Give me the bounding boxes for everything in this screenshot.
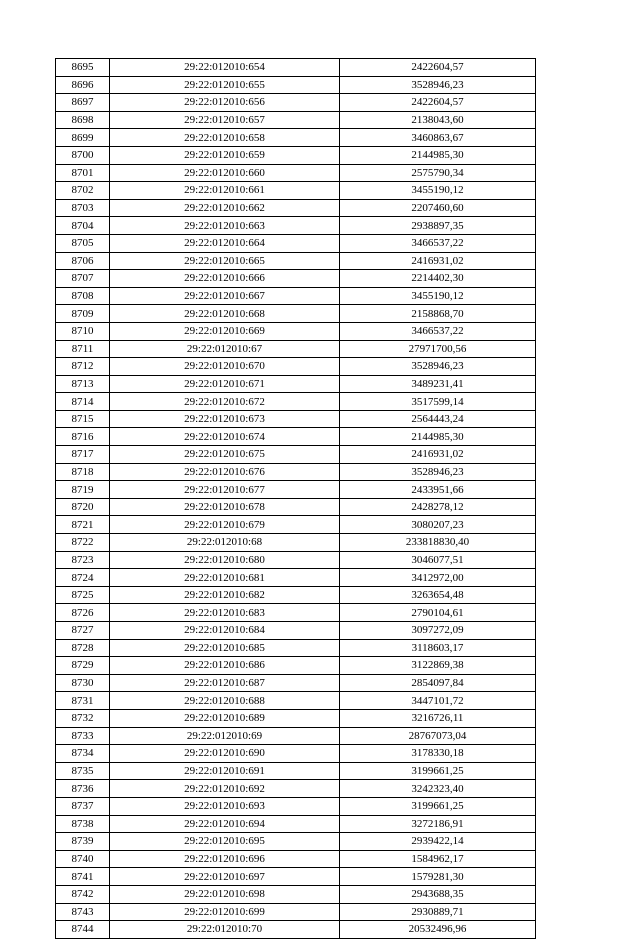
row-number-cell: 8734 [56,745,110,763]
value-cell: 2138043,60 [340,111,536,129]
cadastral-number-cell: 29:22:012010:684 [110,622,340,640]
value-cell: 3466537,22 [340,322,536,340]
value-cell: 3528946,23 [340,76,536,94]
cadastral-number-cell: 29:22:012010:70 [110,921,340,939]
table-row [56,59,536,77]
table-row [56,446,536,464]
table-body [56,59,536,939]
value-cell: 2422604,57 [340,59,536,77]
row-number-cell: 8714 [56,393,110,411]
table-row [56,287,536,305]
cadastral-number-cell: 29:22:012010:654 [110,59,340,77]
cadastral-number-cell: 29:22:012010:678 [110,498,340,516]
cadastral-number-cell: 29:22:012010:668 [110,305,340,323]
value-cell: 2943688,35 [340,885,536,903]
row-number-cell: 8712 [56,358,110,376]
row-number-cell: 8705 [56,234,110,252]
value-cell: 3216726,11 [340,709,536,727]
value-cell: 3199661,25 [340,762,536,780]
cadastral-number-cell: 29:22:012010:680 [110,551,340,569]
cadastral-number-cell: 29:22:012010:660 [110,164,340,182]
row-number-cell: 8744 [56,921,110,939]
cadastral-number-cell: 29:22:012010:672 [110,393,340,411]
value-cell: 3178330,18 [340,745,536,763]
table-row [56,340,536,358]
value-cell: 3122869,38 [340,657,536,675]
row-number-cell: 8722 [56,534,110,552]
table-row [56,498,536,516]
cadastral-number-cell: 29:22:012010:683 [110,604,340,622]
cadastral-number-cell: 29:22:012010:693 [110,797,340,815]
row-number-cell: 8729 [56,657,110,675]
cadastral-number-cell: 29:22:012010:695 [110,833,340,851]
value-cell: 2575790,34 [340,164,536,182]
table-row [56,199,536,217]
value-cell: 2939422,14 [340,833,536,851]
value-cell: 3080207,23 [340,516,536,534]
table-row [56,410,536,428]
value-cell: 3412972,00 [340,569,536,587]
row-number-cell: 8717 [56,446,110,464]
row-number-cell: 8706 [56,252,110,270]
row-number-cell: 8710 [56,322,110,340]
row-number-cell: 8716 [56,428,110,446]
row-number-cell: 8696 [56,76,110,94]
row-number-cell: 8703 [56,199,110,217]
value-cell: 3447101,72 [340,692,536,710]
table-row [56,146,536,164]
table-row [56,305,536,323]
row-number-cell: 8701 [56,164,110,182]
cadastral-number-cell: 29:22:012010:690 [110,745,340,763]
table-row [56,551,536,569]
cadastral-number-cell: 29:22:012010:665 [110,252,340,270]
row-number-cell: 8697 [56,94,110,112]
row-number-cell: 8709 [56,305,110,323]
cadastral-number-cell: 29:22:012010:662 [110,199,340,217]
cadastral-number-cell: 29:22:012010:685 [110,639,340,657]
cadastral-number-cell: 29:22:012010:673 [110,410,340,428]
row-number-cell: 8719 [56,481,110,499]
table-row [56,797,536,815]
cadastral-number-cell: 29:22:012010:674 [110,428,340,446]
row-number-cell: 8713 [56,375,110,393]
table-row [56,815,536,833]
cadastral-number-cell: 29:22:012010:676 [110,463,340,481]
table-row [56,481,536,499]
value-cell: 2416931,02 [340,252,536,270]
value-cell: 2564443,24 [340,410,536,428]
table-row [56,674,536,692]
value-cell: 3489231,41 [340,375,536,393]
cadastral-number-cell: 29:22:012010:697 [110,868,340,886]
value-cell: 3097272,09 [340,622,536,640]
table-row [56,358,536,376]
value-cell: 3455190,12 [340,287,536,305]
row-number-cell: 8727 [56,622,110,640]
cadastral-number-cell: 29:22:012010:677 [110,481,340,499]
row-number-cell: 8711 [56,340,110,358]
row-number-cell: 8708 [56,287,110,305]
value-cell: 2938897,35 [340,217,536,235]
value-cell: 1579281,30 [340,868,536,886]
value-cell: 233818830,40 [340,534,536,552]
cadastral-number-cell: 29:22:012010:663 [110,217,340,235]
value-cell: 2214402,30 [340,270,536,288]
table-row [56,762,536,780]
value-cell: 3466537,22 [340,234,536,252]
row-number-cell: 8741 [56,868,110,886]
row-number-cell: 8699 [56,129,110,147]
row-number-cell: 8731 [56,692,110,710]
value-cell: 20532496,96 [340,921,536,939]
table-row [56,850,536,868]
table-row [56,375,536,393]
row-number-cell: 8725 [56,586,110,604]
value-cell: 3460863,67 [340,129,536,147]
value-cell: 3118603,17 [340,639,536,657]
value-cell: 3455190,12 [340,182,536,200]
value-cell: 2144985,30 [340,146,536,164]
table-row [56,234,536,252]
value-cell: 3272186,91 [340,815,536,833]
cadastral-number-cell: 29:22:012010:669 [110,322,340,340]
table-row [56,622,536,640]
row-number-cell: 8707 [56,270,110,288]
table-row [56,569,536,587]
row-number-cell: 8724 [56,569,110,587]
cadastral-number-cell: 29:22:012010:67 [110,340,340,358]
row-number-cell: 8743 [56,903,110,921]
value-cell: 3528946,23 [340,463,536,481]
cadastral-number-cell: 29:22:012010:658 [110,129,340,147]
cadastral-number-cell: 29:22:012010:681 [110,569,340,587]
table-row [56,182,536,200]
cadastral-number-cell: 29:22:012010:689 [110,709,340,727]
cadastral-number-cell: 29:22:012010:667 [110,287,340,305]
table-row [56,709,536,727]
cadastral-number-cell: 29:22:012010:691 [110,762,340,780]
value-cell: 3263654,48 [340,586,536,604]
cadastral-number-cell: 29:22:012010:657 [110,111,340,129]
cadastral-number-cell: 29:22:012010:696 [110,850,340,868]
value-cell: 2144985,30 [340,428,536,446]
table-row [56,111,536,129]
table-row [56,692,536,710]
value-cell: 3517599,14 [340,393,536,411]
table-row [56,516,536,534]
row-number-cell: 8728 [56,639,110,657]
table-row [56,129,536,147]
row-number-cell: 8700 [56,146,110,164]
row-number-cell: 8721 [56,516,110,534]
cadastral-number-cell: 29:22:012010:671 [110,375,340,393]
row-number-cell: 8742 [56,885,110,903]
cadastral-number-cell: 29:22:012010:692 [110,780,340,798]
table-row [56,252,536,270]
row-number-cell: 8735 [56,762,110,780]
row-number-cell: 8726 [56,604,110,622]
value-cell: 2930889,71 [340,903,536,921]
table-row [56,94,536,112]
value-cell: 27971700,56 [340,340,536,358]
value-cell: 3199661,25 [340,797,536,815]
cadastral-number-cell: 29:22:012010:694 [110,815,340,833]
table-row [56,921,536,939]
cadastral-number-cell: 29:22:012010:69 [110,727,340,745]
cadastral-number-cell: 29:22:012010:655 [110,76,340,94]
value-cell: 2422604,57 [340,94,536,112]
row-number-cell: 8733 [56,727,110,745]
table-row [56,393,536,411]
cadastral-number-cell: 29:22:012010:675 [110,446,340,464]
table-row [56,534,536,552]
row-number-cell: 8730 [56,674,110,692]
value-cell: 3242323,40 [340,780,536,798]
row-number-cell: 8720 [56,498,110,516]
row-number-cell: 8704 [56,217,110,235]
cadastral-number-cell: 29:22:012010:687 [110,674,340,692]
table-row [56,270,536,288]
value-cell: 2433951,66 [340,481,536,499]
cadastral-number-cell: 29:22:012010:656 [110,94,340,112]
table-row [56,164,536,182]
table-row [56,727,536,745]
table-row [56,463,536,481]
row-number-cell: 8737 [56,797,110,815]
table-row [56,322,536,340]
table-row [56,604,536,622]
value-cell: 1584962,17 [340,850,536,868]
cadastral-number-cell: 29:22:012010:682 [110,586,340,604]
value-cell: 2158868,70 [340,305,536,323]
table-row [56,833,536,851]
row-number-cell: 8698 [56,111,110,129]
table-row [56,657,536,675]
table-row [56,885,536,903]
cadastral-value-table [55,58,536,939]
cadastral-number-cell: 29:22:012010:661 [110,182,340,200]
row-number-cell: 8695 [56,59,110,77]
table-row [56,639,536,657]
table-row [56,745,536,763]
table-row [56,76,536,94]
row-number-cell: 8718 [56,463,110,481]
cadastral-number-cell: 29:22:012010:679 [110,516,340,534]
row-number-cell: 8732 [56,709,110,727]
row-number-cell: 8739 [56,833,110,851]
cadastral-number-cell: 29:22:012010:686 [110,657,340,675]
table-row [56,217,536,235]
cadastral-number-cell: 29:22:012010:664 [110,234,340,252]
row-number-cell: 8738 [56,815,110,833]
table-row [56,428,536,446]
value-cell: 3046077,51 [340,551,536,569]
cadastral-number-cell: 29:22:012010:68 [110,534,340,552]
cadastral-number-cell: 29:22:012010:699 [110,903,340,921]
table-row [56,868,536,886]
cadastral-number-cell: 29:22:012010:688 [110,692,340,710]
value-cell: 28767073,04 [340,727,536,745]
value-cell: 2416931,02 [340,446,536,464]
cadastral-number-cell: 29:22:012010:659 [110,146,340,164]
table-row [56,903,536,921]
row-number-cell: 8723 [56,551,110,569]
value-cell: 3528946,23 [340,358,536,376]
value-cell: 2854097,84 [340,674,536,692]
row-number-cell: 8702 [56,182,110,200]
table-row [56,586,536,604]
cadastral-number-cell: 29:22:012010:670 [110,358,340,376]
row-number-cell: 8736 [56,780,110,798]
value-cell: 2790104,61 [340,604,536,622]
cadastral-number-cell: 29:22:012010:666 [110,270,340,288]
cadastral-number-cell: 29:22:012010:698 [110,885,340,903]
value-cell: 2207460,60 [340,199,536,217]
row-number-cell: 8740 [56,850,110,868]
row-number-cell: 8715 [56,410,110,428]
table-row [56,780,536,798]
value-cell: 2428278,12 [340,498,536,516]
